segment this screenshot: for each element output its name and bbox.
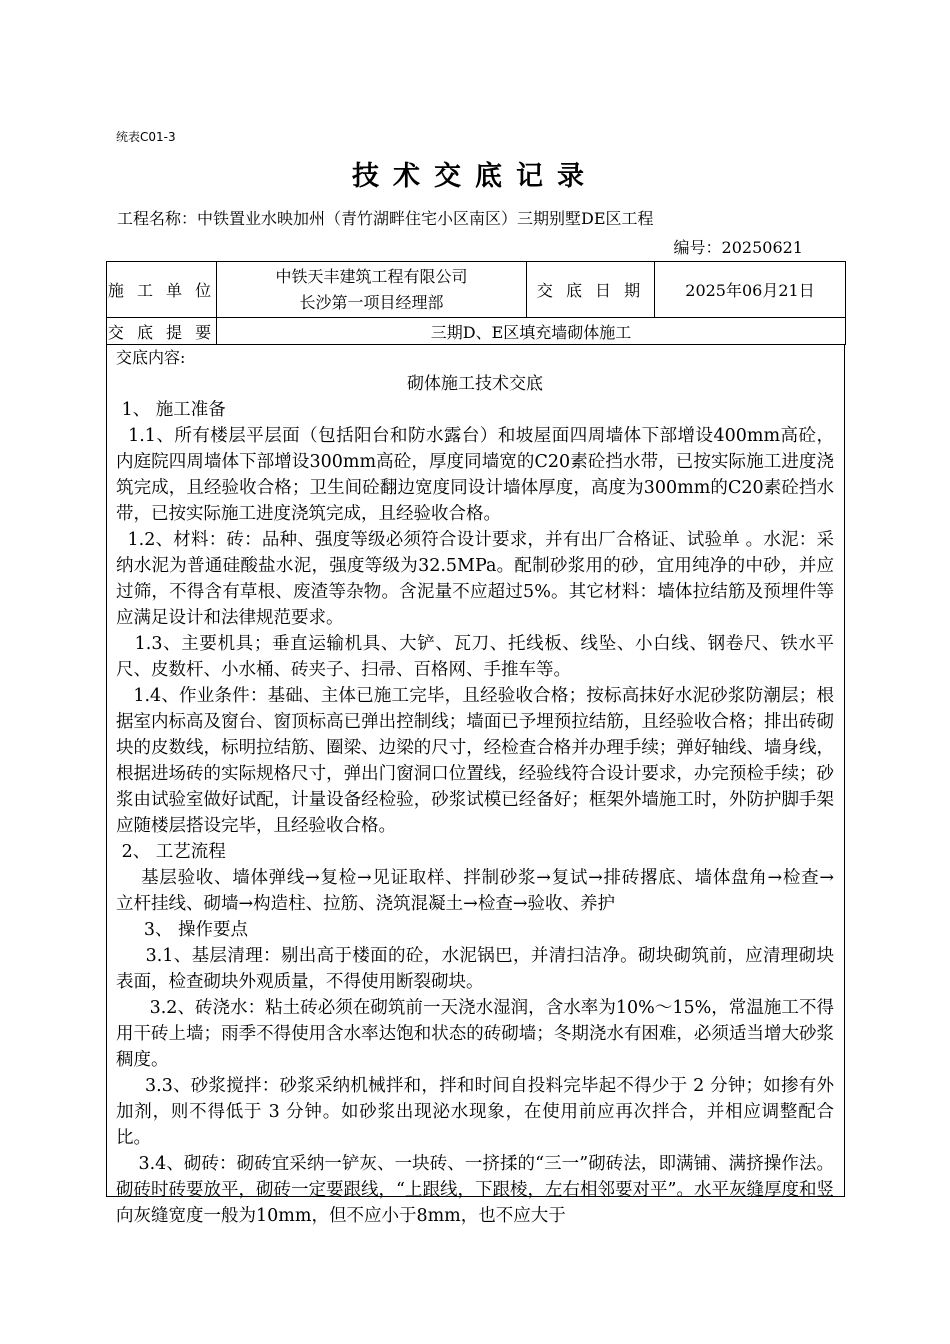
paragraph: 1.4、作业条件：基础、主体已施工完毕，且经验收合格；按标高抹好水泥砂浆防潮层；根据室内标高及窗台、窗顶标高已弹出控制线；墙面已予埋预拉结筋，且经验收合格；排出砖砌块的皮数线，标明拉结筋、圈梁、边梁的尺寸，经检查合格并办理手续；弹好轴线、墙身线，根据进场砖的实际规格尺寸，弹出门窗洞口位置线，经验线符合设计要求，办完预检手续；砂浆由试验室做好试配，计量设备经检验，砂浆试模已经备好；框架外墙施工时，外防护脚手架应随楼层搭设完毕，且经验收合格。	[116, 686, 834, 836]
paragraph: 基层验收、墙体弹线→复检→见证取样、拌制砂浆→复试→排砖撂底、墙体盘角→检查→ 立杆挂线、砌墙→构造柱、拉筋、浇筑混凝土→检查→验收、养护	[116, 868, 857, 914]
content-label: 交底内容:	[116, 348, 186, 367]
paragraph: 3.2、砖浇水：粘土砖必须在砌筑前一天浇水湿润，含水率为10%～15%，常温施工不得用干砖上墙；雨季不得使用含水率达饱和状态的砖砌墙；冬期浇水有困难，必须适当增大砂浆稠度。	[116, 998, 834, 1070]
content-box	[106, 345, 857, 1226]
paragraph: 1、 施工准备	[116, 400, 226, 420]
form-code: 统表C01-3	[116, 130, 176, 144]
unit-line-2: 长沙第一项目经理部	[299, 292, 444, 312]
paragraph: 3.3、砂浆搅拌：砂浆采纳机械拌和，拌和时间自投料完毕起不得少于 2 分钟；如掺有外加剂，则不得低于 3 分钟。如砂浆出现泌水现象，在使用前应再次拌合，并相应调整配合比。	[116, 1076, 834, 1148]
serial-number: 编号：20250621	[673, 238, 803, 257]
project-name: 工程名称：中铁置业水映加州（青竹湖畔住宅小区南区）三期别墅DE区工程	[117, 209, 654, 228]
table-row	[107, 262, 846, 318]
page-title: 技术交底记录	[352, 161, 598, 192]
paragraph: 1.3、主要机具；垂直运输机具、大铲、瓦刀、托线板、线坠、小白线、钢卷尺、铁水平尺、皮数杆、小水桶、砖夹子、扫帚、百格网、手推车等。	[116, 634, 834, 680]
date-value: 2025年06月21日	[655, 262, 846, 318]
content-heading: 砌体施工技术交底	[407, 374, 543, 394]
unit-value	[217, 262, 527, 318]
paragraph: 3、 操作要点	[116, 920, 249, 940]
paragraph: 1.1、所有楼层平层面（包括阳台和防水露台）和坡屋面四周墙体下部增设400mm高砼，内庭院四周墙体下部增设300mm高砼，厚度同墙宽的C20素砼挡水带，已按实际施工进度浇筑完成，且经验收合格；卫生间砼翻边宽度同设计墙体厚度，高度为300mm的C20素砼挡水带，已按实际施工进度浇筑完成，且经验收合格。	[116, 426, 834, 524]
header-table	[106, 261, 846, 345]
paragraph: 2、 工艺流程	[116, 842, 226, 862]
summary-label: 交 底 提 要	[107, 318, 217, 345]
date-label: 交 底 日 期	[527, 262, 655, 318]
paragraph: 1.2、材料：砖：品种、强度等级必须符合设计要求，并有出厂合格证、试验单 。水泥：采纳水泥为普通硅酸盐水泥，强度等级为32.5MPa。配制砂浆用的砂，宜用纯净的中砂，并应过筛，不得含有草根、废渣等杂物。含泥量不应超过5%。其它材料：墙体拉结筋及预埋件等应满足设计和法律规范要求。	[116, 530, 834, 628]
table-row	[107, 318, 846, 345]
summary-value: 三期D、E区填充墙砌体施工	[217, 318, 846, 345]
unit-label: 施 工 单 位	[107, 262, 217, 318]
paragraph: 3.4、砌砖：砌砖宜采纳一铲灰、一块砖、一挤揉的“三一”砌砖法，即满铺、满挤操作法。砌砖时砖要放平，砌砖一定要跟线，“上跟线，下跟棱，左右相邻要对平”。水平灰缝厚度和竖向灰缝宽度一般为10mm，但不应小于8mm，也不应大于	[116, 1154, 834, 1226]
unit-line-1: 中铁天丰建筑工程有限公司	[275, 266, 468, 286]
paragraph: 3.1、基层清理：剔出高于楼面的砼，水泥锅巴，并清扫洁净。砌块砌筑前，应清理砌块表面，检查砌块外观质量，不得使用断裂砌块。	[116, 946, 834, 992]
